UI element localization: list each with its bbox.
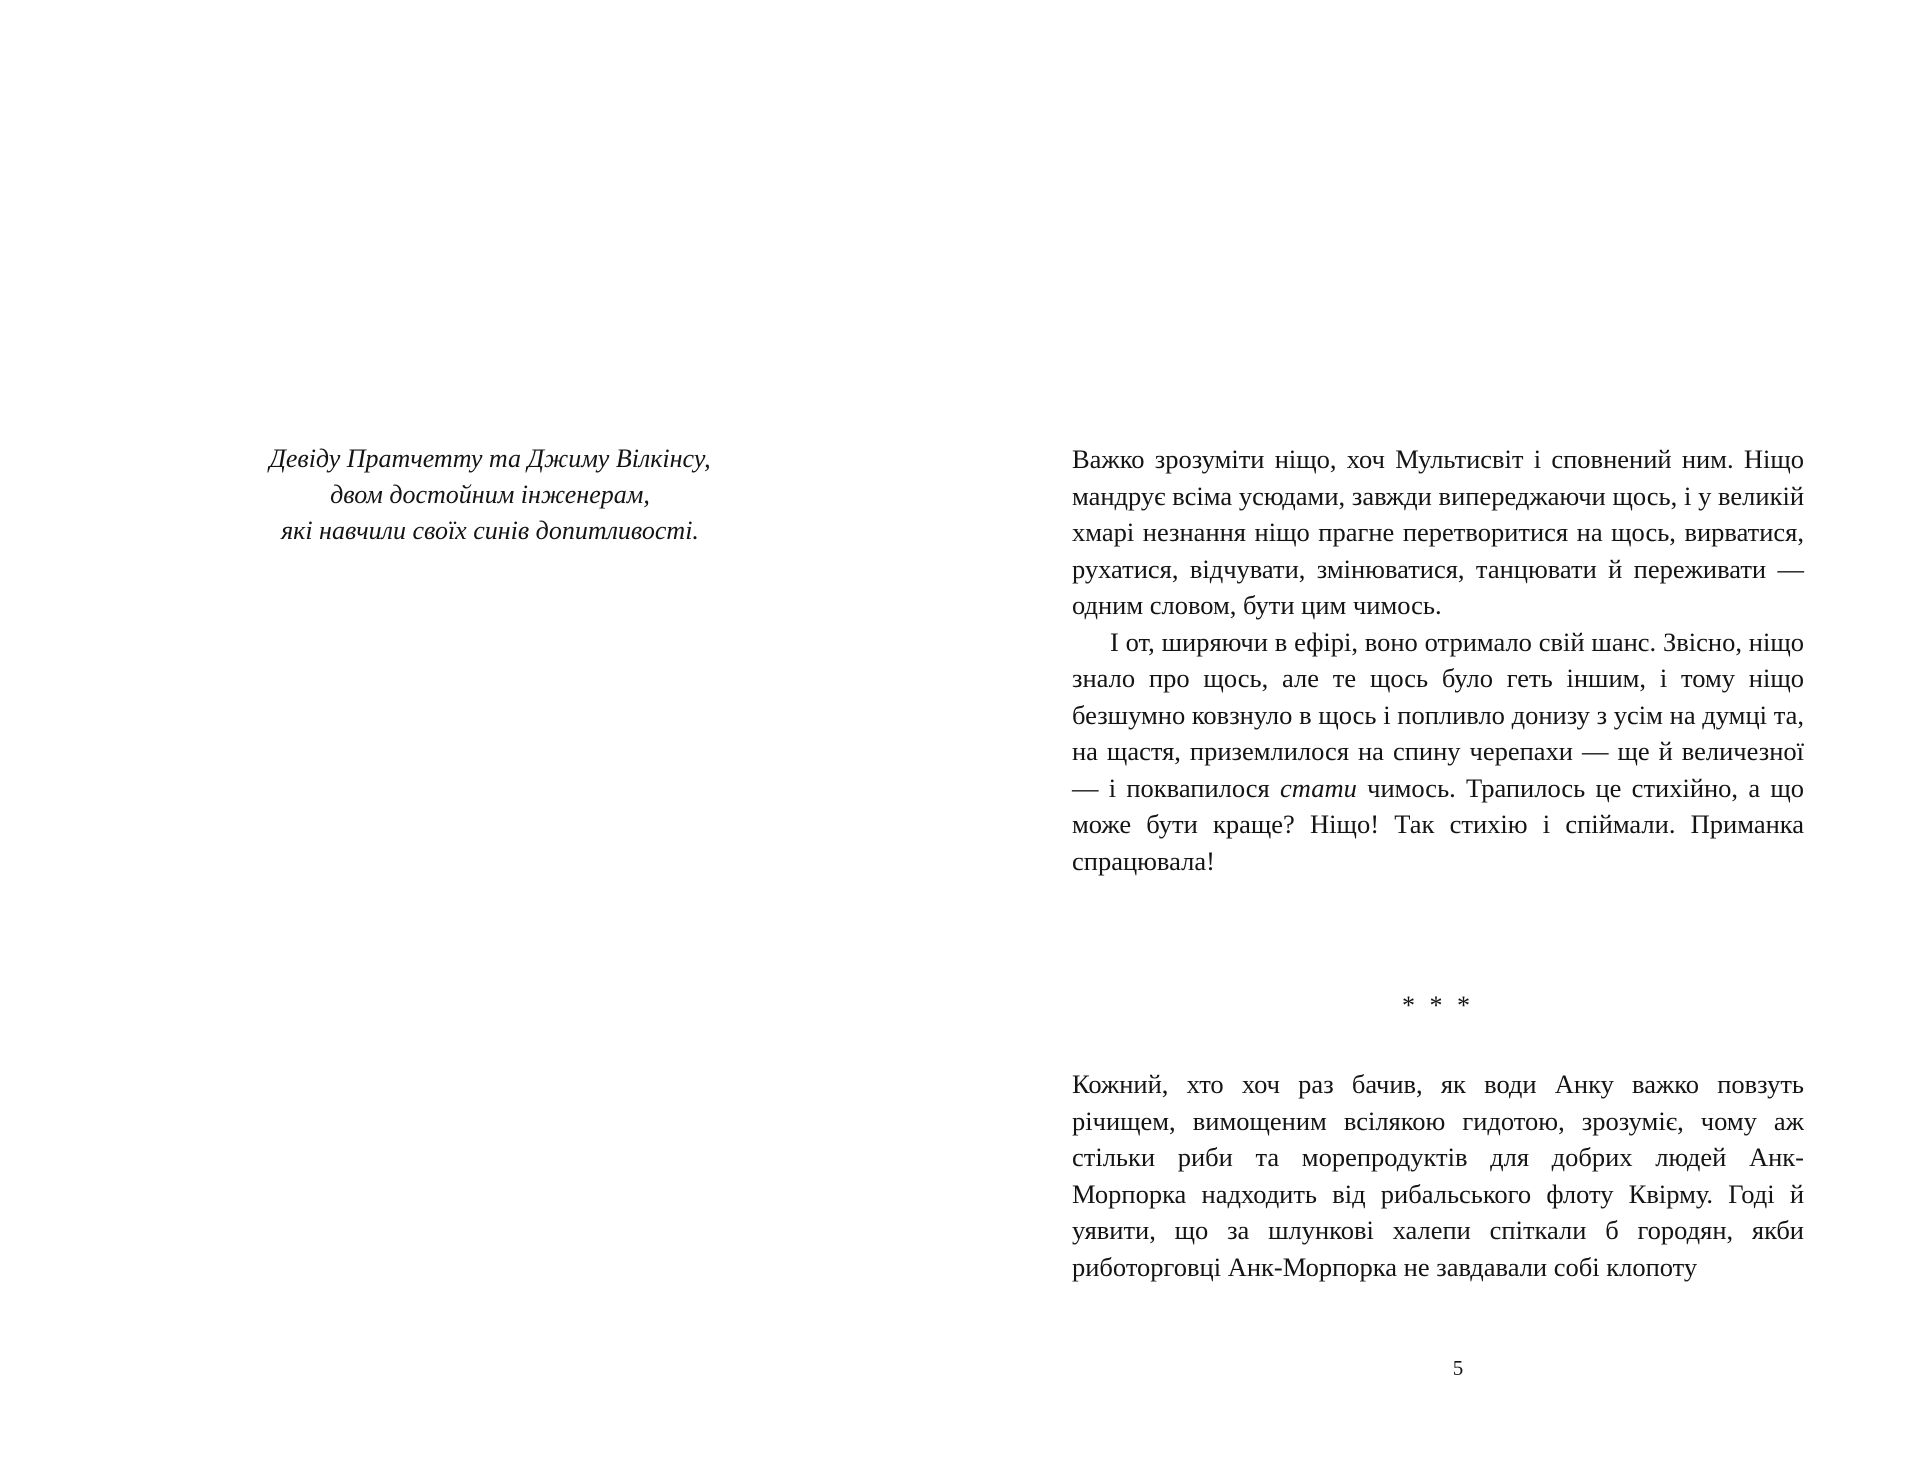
- dedication-line: двом достойним інженерам,: [330, 480, 650, 509]
- dedication: [160, 441, 820, 549]
- scene-break: * * *: [1402, 991, 1474, 1020]
- paragraph: [1072, 624, 1804, 880]
- paragraph-text: І от, ширяючи в ефірі, воно отримало свій шанс. Звісно, ніщо знало про щось, але те щось було геть іншим, і тому ніщо безшумно ковзнуло в щось і попливло донизу з усім на думці та, на щастя, приземлилося на спину черепахи — ще й величезної — і поквапилося: [1072, 626, 1804, 803]
- paragraph: Кожний, хто хоч раз бачив, як води Анку важко повзуть річищем, вимощеним всілякою гидотою, зрозуміє, чому аж стільки риби та морепродуктів для добрих людей Анк-Морпорка надходить від рибальського флоту Квірму. Годі й уявити, що за шлункові халепи спіткали б городян, якби риботорговці Анк-Морпорка не завдавали собі клопоту: [1072, 1069, 1804, 1282]
- paragraph-text: чимось. Трапилось це стихійно, а що може бути краще? Ніщо! Так стихію і спіймали. Приманка спрацювала!: [1072, 772, 1804, 876]
- dedication-line: Девіду Пратчетту та Джиму Вілкінсу,: [269, 444, 711, 473]
- right-page: [960, 0, 1920, 1477]
- page-number: 5: [1452, 1356, 1464, 1380]
- paragraph: Важко зрозуміти ніщо, хоч Мультисвіт і сповнений ним. Ніщо мандрує всіма усюдами, завжди випереджаючи щось, і у великій хмарі незнання ніщо прагне перетворитися на щось, вирватися, рухатися, відчувати, змінюватися, танцювати й переживати — одним словом, бути цим чимось.: [1072, 444, 1804, 620]
- chapter-opening-text: [1072, 441, 1804, 879]
- dedication-line: які навчили своїх синів допитливості.: [281, 516, 699, 545]
- emphasis-text: стати: [1279, 772, 1357, 803]
- section-text: [1072, 1066, 1804, 1285]
